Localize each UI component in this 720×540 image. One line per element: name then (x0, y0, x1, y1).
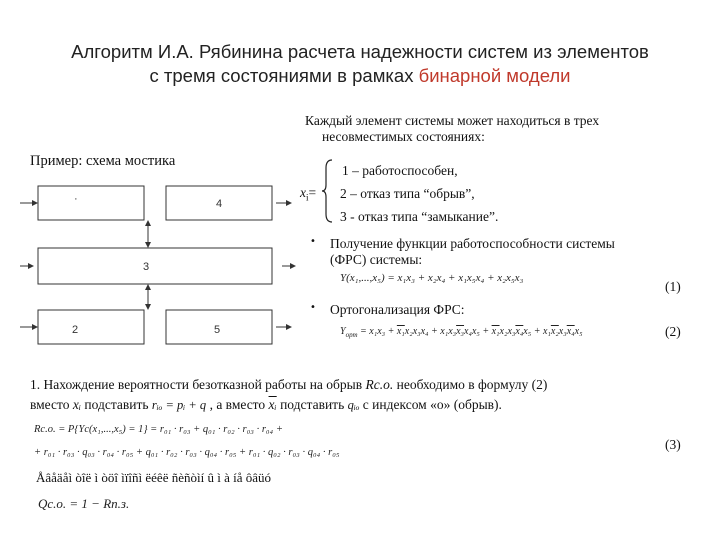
element-4-label: 4 (216, 198, 223, 210)
arrow-down-1 (145, 242, 151, 248)
step-1-line-2-c: , а вместо (206, 397, 269, 412)
step-1-xbar: $\overline{xᵢ}$ (268, 397, 277, 412)
intro-line-1: Каждый элемент системы может находиться в трех (305, 113, 600, 128)
state-3: 3 - отказ типа “замыкание”. (340, 209, 499, 224)
bullet-2-text: Ортогонализация ФРС: (330, 302, 465, 317)
arrow-in-top (32, 200, 38, 206)
state-variable-sub: i (306, 192, 309, 203)
formula-3-label: (3) (665, 437, 681, 452)
bullet-1-line-1: Получение функции работоспособности системы (330, 236, 615, 251)
step-1-rco: Rc.o. (365, 377, 394, 392)
step-1-line-2-e: с индексом «о» (обрыв). (359, 397, 502, 412)
title-line-1: Алгоритм И.А. Рябинина расчета надежности систем из элементов (71, 41, 649, 62)
step-1-line-1-b: необходимо в формулу (2) (393, 377, 548, 392)
element-1-box (38, 186, 144, 220)
state-variable-name: x (300, 185, 306, 200)
arrow-down-2 (145, 304, 151, 310)
state-variable-eq: = (308, 185, 317, 200)
title-line-2 (0, 64, 720, 88)
element-2-box (38, 310, 144, 344)
garbled-text: Åâåäåì òîë ì òöî ìïîñì ëéêë ñèñòìí û ì à íå ôâüó (36, 470, 271, 485)
title-line-2-main: с тремя состояниями в рамках (149, 65, 419, 86)
bullet-dot-2: • (310, 302, 316, 313)
step-1-formula-r: rᵢₒ = pᵢ + q (151, 398, 207, 412)
step-1-line-1-a: 1. Нахождение вероятности безотказной работы на обрыв (30, 377, 366, 392)
step-1-line-2-d: подставить (276, 397, 348, 412)
arrow-out-top (286, 200, 292, 206)
step-1-formula-q: qᵢₒ (347, 398, 360, 412)
intro-line-2: несовместимых состояниях: (322, 129, 485, 144)
arrow-in-bottom (32, 324, 38, 330)
formula-q: Qc.o. = 1 − Rп.з. (38, 496, 130, 511)
formula-2-label: (2) (665, 324, 681, 339)
element-3-label: 3 (143, 261, 150, 273)
arrow-in-mid (28, 263, 34, 269)
bridge-diagram (20, 180, 300, 360)
element-2-label: 2 (72, 324, 79, 336)
states-brace (322, 158, 334, 224)
formula-1: Y(x₁,...,x₅) = x₁x₃ + x₂x₄ + x₁x₅x₄ + x₂x₅x₃ (340, 272, 524, 284)
state-1: 1 – работоспособен, (342, 163, 458, 178)
arrow-out-bottom (286, 324, 292, 330)
formula-3-line-2: + r₀₁ · r₀₃ · q₀₃ · r₀₄ · r₀₅ + q₀₁ · r₀₂ · r₀₃ · q₀₄ · r₀₅ + r₀₁ · q₀₂ · r₀₃ · q₀₄ · r₀₅ (34, 447, 340, 458)
step-1-line-2 (30, 397, 502, 413)
element-1-label: · (74, 193, 78, 205)
element-5-label: 5 (214, 324, 221, 336)
slide-title (0, 40, 720, 88)
example-label: Пример: схема мостика (30, 153, 176, 169)
formula-2: $Y_{орт} = x_1x_3 + x_1x_2x_3x_4 + x_1x_3x_3x_4x_5 + x_1x_2x_3x_4x_5 + x_1x_2x_3x_4x_5$ (340, 326, 583, 339)
formula-1-label: (1) (665, 279, 681, 294)
arrow-out-mid (290, 263, 296, 269)
state-variable (300, 185, 316, 206)
element-3-box (38, 248, 272, 284)
formula-3-line-1: Rc.o. = P{Yc(x₁,...,x₅) = 1} = r₀₁ · r₀₃ + q₀₁ · r₀₂ · r₀₃ · r₀₄ + (34, 424, 283, 435)
arrow-up-2 (145, 284, 151, 290)
bullet-1-line-2: (ФРС) системы: (330, 252, 423, 267)
step-1-line-2-a: вместо (30, 397, 73, 412)
bullet-dot-1: • (310, 236, 316, 247)
step-1-xi: xᵢ (72, 397, 81, 412)
arrow-up-1 (145, 220, 151, 226)
state-2: 2 – отказ типа “обрыв”, (340, 186, 475, 201)
step-1-line-1 (30, 377, 547, 393)
title-line-2-accent: бинарной модели (418, 65, 571, 86)
step-1-line-2-b: подставить (81, 397, 152, 412)
